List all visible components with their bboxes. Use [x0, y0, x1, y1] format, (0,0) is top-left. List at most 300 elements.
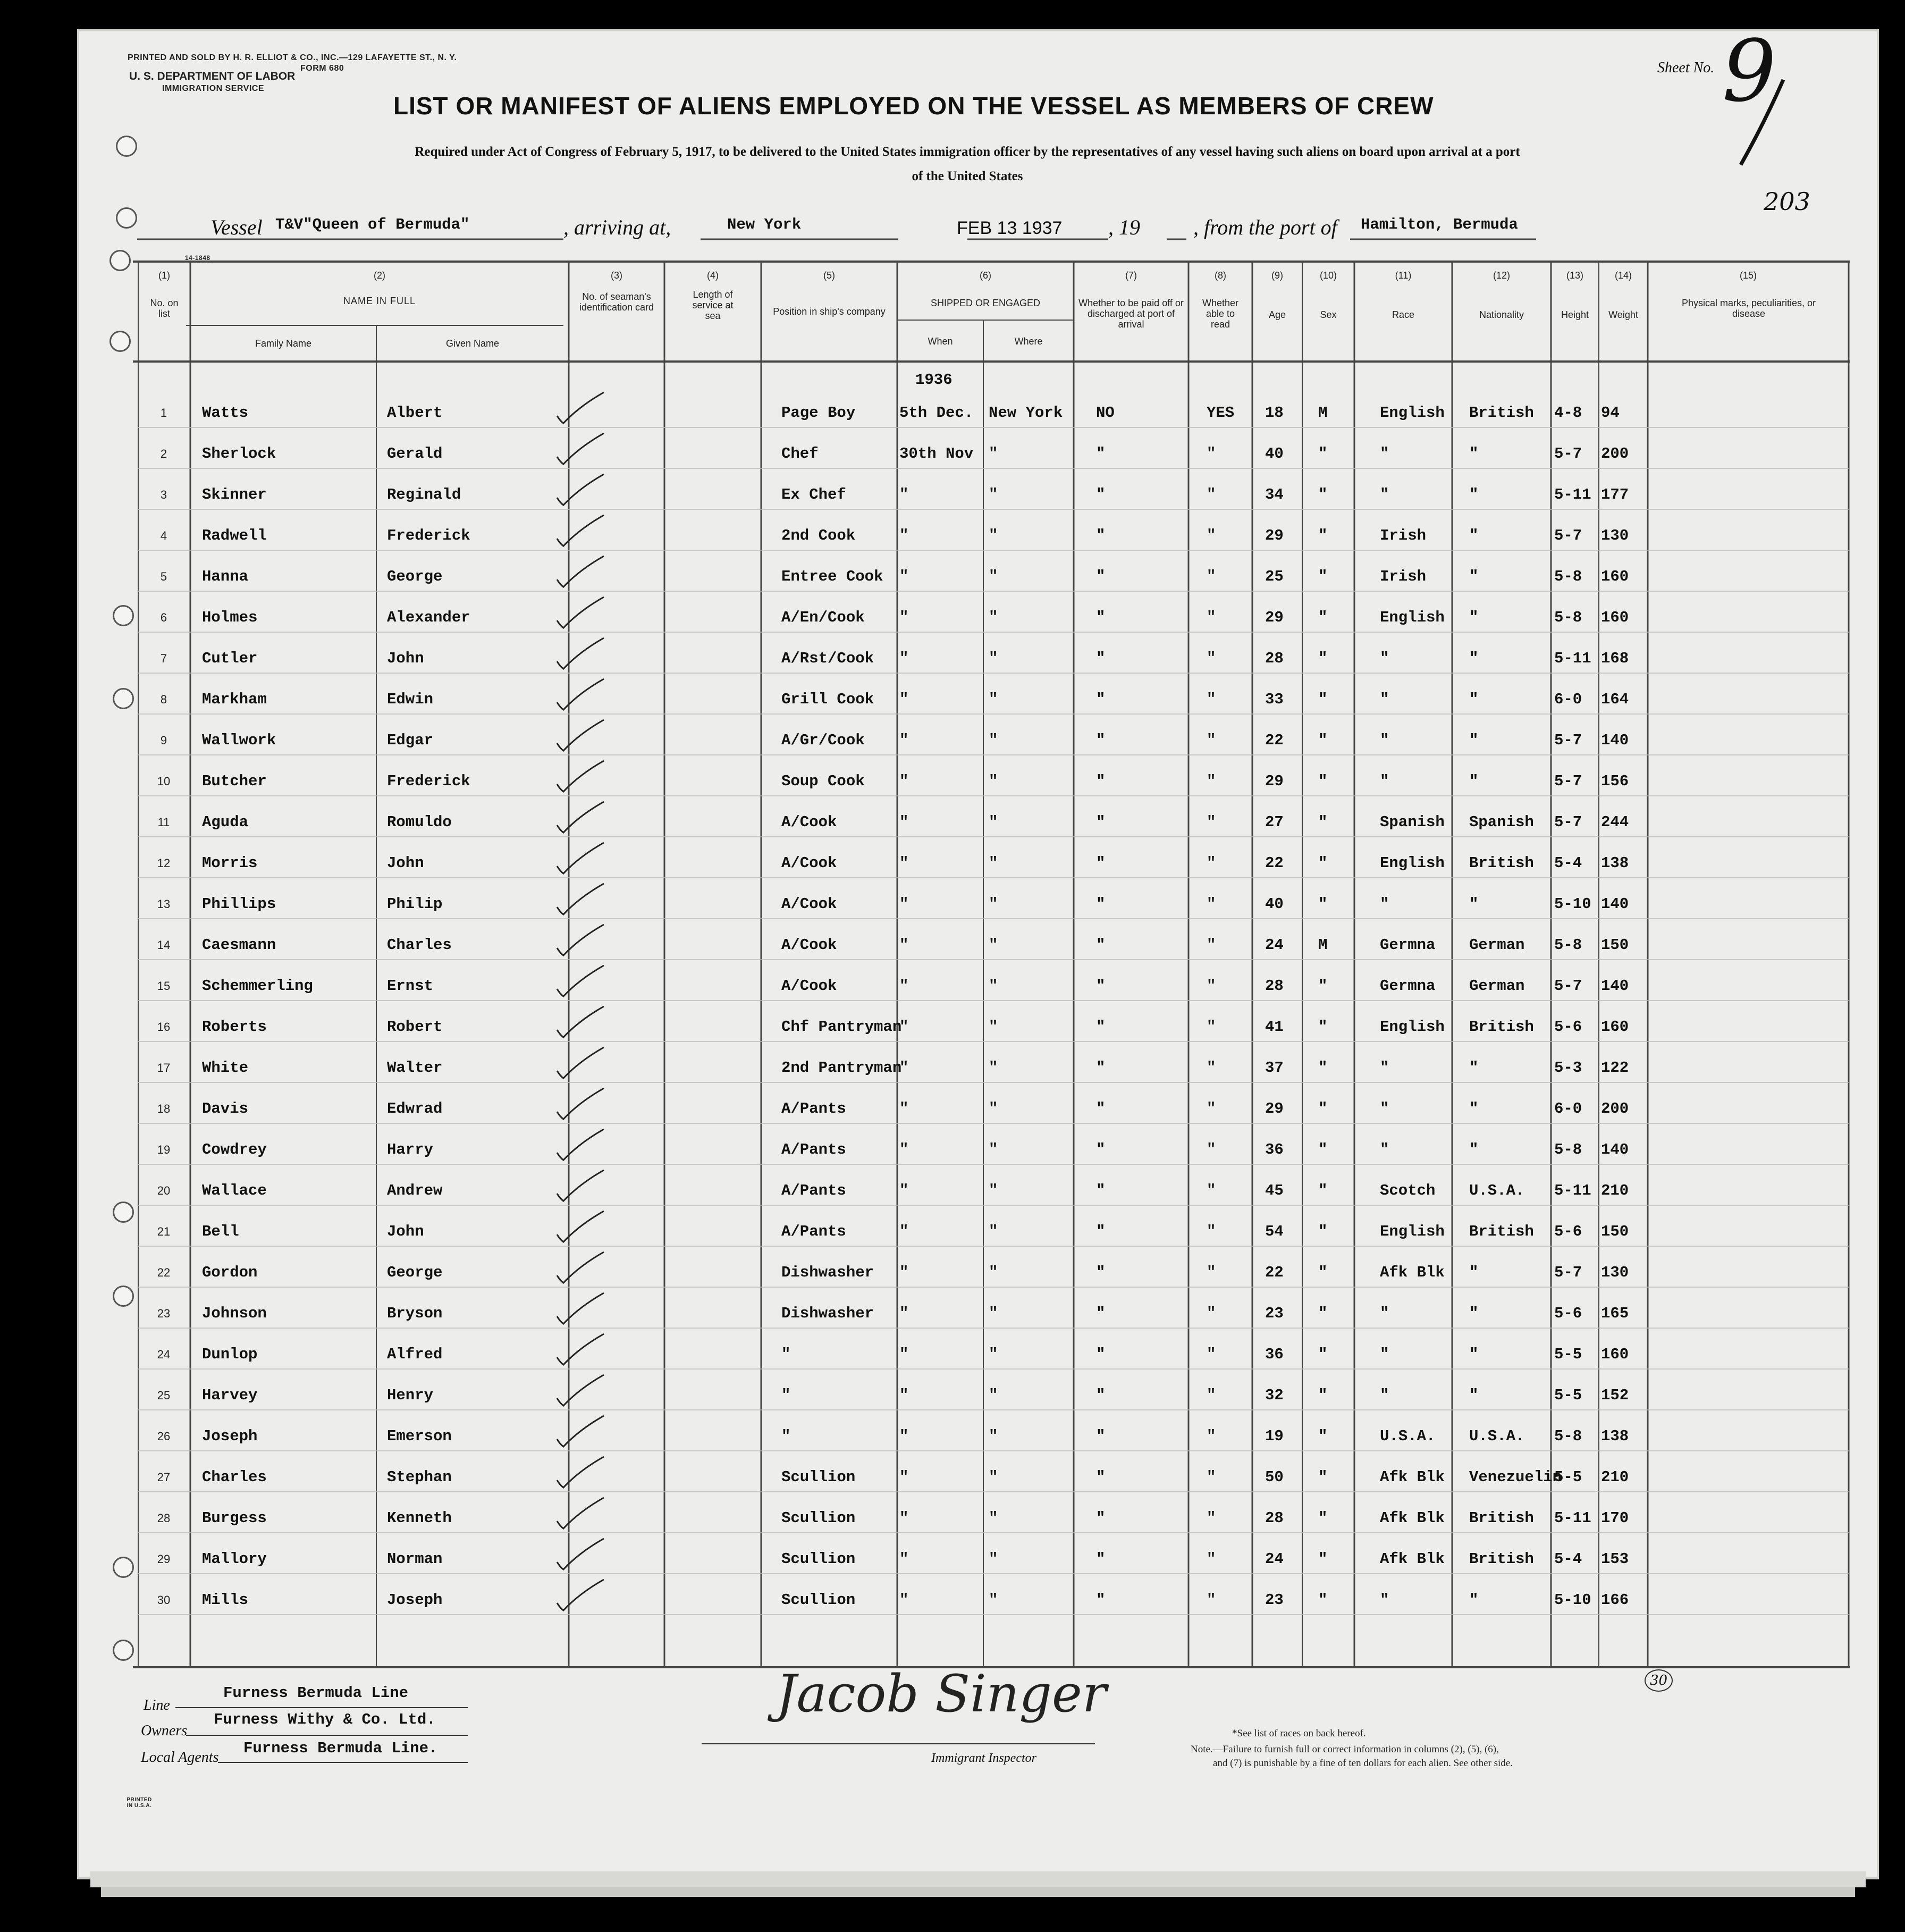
cell-when: ": [899, 1427, 909, 1445]
cell-height: 5-6: [1554, 1305, 1582, 1322]
cell-family: Davis: [202, 1100, 249, 1118]
vessel-label: Vessel: [210, 215, 263, 239]
cell-age: 28: [1265, 977, 1284, 995]
cell-race: English: [1380, 854, 1445, 872]
cell-read: ": [1207, 1591, 1216, 1609]
cell-paid: ": [1096, 1468, 1106, 1486]
cell-paid: ": [1096, 1346, 1106, 1363]
cell-given: Stephan: [387, 1468, 452, 1486]
col-7-number: (7): [1125, 270, 1137, 281]
cell-family: Schemmerling: [202, 977, 313, 995]
cell-given: Reginald: [387, 486, 461, 503]
cell-nationality: ": [1469, 1387, 1479, 1404]
cell-family: Wallace: [202, 1182, 267, 1199]
cell-paid: ": [1096, 1100, 1106, 1118]
cell-race: Germna: [1380, 977, 1436, 995]
cell-where: ": [989, 772, 998, 790]
cell-race: U.S.A.: [1380, 1427, 1436, 1445]
cell-paid: ": [1096, 1509, 1106, 1527]
row-number: 30: [157, 1593, 171, 1607]
cell-when: ": [899, 650, 909, 667]
cell-when: ": [899, 1141, 909, 1158]
col-4-number: (4): [707, 270, 719, 281]
cell-paid: ": [1096, 445, 1106, 463]
arrival-date-stamp: FEB 13 1937: [957, 218, 1063, 238]
cell-age: 45: [1265, 1182, 1284, 1199]
cell-height: 5-8: [1554, 1427, 1582, 1445]
cell-read: ": [1207, 1346, 1216, 1363]
cell-family: Dunlop: [202, 1346, 258, 1363]
cell-paid: ": [1096, 486, 1106, 503]
cell-weight: 150: [1601, 936, 1629, 954]
cell-sex: ": [1318, 1100, 1328, 1118]
cell-weight: 160: [1601, 568, 1629, 585]
cell-read: YES: [1207, 404, 1235, 422]
cell-weight: 200: [1601, 445, 1629, 463]
cell-nationality: ": [1469, 568, 1479, 585]
cell-paid: ": [1096, 568, 1106, 585]
col-6-header: SHIPPED OR ENGAGED: [930, 298, 1041, 308]
line-label: Line: [144, 1697, 170, 1713]
cell-given: Charles: [387, 936, 452, 954]
cell-weight: 122: [1601, 1059, 1629, 1077]
cell-position: ": [781, 1346, 791, 1363]
cell-position: A/Pants: [781, 1100, 846, 1118]
printer-imprint: PRINTED AND SOLD BY H. R. ELLIOT & CO., INC.—129 LAFAYETTE ST., N. Y.: [128, 53, 457, 62]
cell-weight: 168: [1601, 650, 1629, 667]
cell-race: Irish: [1380, 568, 1427, 585]
cell-paid: ": [1096, 1059, 1106, 1077]
cell-given: Robert: [387, 1018, 443, 1036]
cell-race: Afk Blk: [1380, 1550, 1445, 1568]
cell-read: ": [1207, 1223, 1216, 1240]
row-number: 13: [157, 897, 171, 911]
cell-given: Henry: [387, 1387, 434, 1404]
row-number: 10: [157, 775, 171, 788]
cell-age: 24: [1265, 1550, 1284, 1568]
cell-family: Sherlock: [202, 445, 276, 463]
cell-height: 5-7: [1554, 772, 1582, 790]
cell-paid: ": [1096, 691, 1106, 708]
cell-sex: ": [1318, 1182, 1328, 1199]
cell-position: A/Gr/Cook: [781, 732, 865, 749]
cell-read: ": [1207, 895, 1216, 913]
cell-read: ": [1207, 1059, 1216, 1077]
cell-family: Charles: [202, 1468, 267, 1486]
cell-read: ": [1207, 1550, 1216, 1568]
cell-sex: ": [1318, 732, 1328, 749]
cell-given: Albert: [387, 404, 443, 422]
row-number: 16: [157, 1020, 171, 1034]
row-number: 6: [160, 611, 167, 624]
cell-position: ": [781, 1427, 791, 1445]
cell-where: ": [989, 1387, 998, 1404]
cell-sex: ": [1318, 1223, 1328, 1240]
cell-race: Afk Blk: [1380, 1509, 1445, 1527]
row-number: 25: [157, 1389, 171, 1402]
cell-race: ": [1380, 1141, 1389, 1158]
cell-age: 19: [1265, 1427, 1284, 1445]
col-10-number: (10): [1319, 270, 1337, 281]
cell-age: 22: [1265, 854, 1284, 872]
printed-in-usa: PRINTED IN U.S.A.: [127, 1797, 152, 1809]
cell-height: 5-7: [1554, 732, 1582, 749]
cell-where: ": [989, 1550, 998, 1568]
cell-where: New York: [989, 404, 1063, 422]
cell-weight: 160: [1601, 1018, 1629, 1036]
cell-when: ": [899, 1509, 909, 1527]
cell-paid: ": [1096, 732, 1106, 749]
cell-age: 23: [1265, 1305, 1284, 1322]
cell-nationality: ": [1469, 486, 1479, 503]
col-5-number: (5): [823, 270, 835, 281]
cell-where: ": [989, 1141, 998, 1158]
cell-nationality: ": [1469, 1346, 1479, 1363]
races-note: *See list of races on back hereof.: [1232, 1728, 1366, 1739]
cell-position: Entree Cook: [781, 568, 883, 585]
cell-paid: ": [1096, 895, 1106, 913]
cell-weight: 166: [1601, 1591, 1629, 1609]
row-number: 22: [157, 1266, 171, 1279]
cell-given: John: [387, 650, 424, 667]
cell-family: Markham: [202, 691, 267, 708]
cell-position: Scullion: [781, 1550, 856, 1568]
col-8-header: Whether able to read: [1202, 298, 1239, 330]
row-number: 17: [157, 1061, 171, 1074]
col-1-header: No. on list: [150, 298, 179, 319]
cell-when: ": [899, 1018, 909, 1036]
cell-when: ": [899, 609, 909, 626]
cell-where: ": [989, 445, 998, 463]
cell-family: Holmes: [202, 609, 258, 626]
form-number: FORM 680: [300, 64, 344, 73]
cell-weight: 140: [1601, 732, 1629, 749]
cell-given: Bryson: [387, 1305, 443, 1322]
cell-paid: ": [1096, 1018, 1106, 1036]
cell-weight: 150: [1601, 1223, 1629, 1240]
cell-nationality: British: [1469, 1509, 1534, 1527]
cell-nationality: ": [1469, 1305, 1479, 1322]
col-13-number: (13): [1566, 270, 1583, 281]
cell-height: 5-6: [1554, 1018, 1582, 1036]
cell-race: ": [1380, 650, 1389, 667]
cell-weight: 138: [1601, 854, 1629, 872]
cell-race: ": [1380, 445, 1389, 463]
cell-sex: ": [1318, 609, 1328, 626]
penalty-note-1: Note.—Failure to furnish full or correct information in columns (2), (5), (6),: [1191, 1744, 1499, 1755]
cell-height: 5-10: [1554, 895, 1591, 913]
cell-paid: ": [1096, 527, 1106, 544]
cell-family: Burgess: [202, 1509, 267, 1527]
cell-family: Cutler: [202, 650, 258, 667]
cell-weight: 152: [1601, 1387, 1629, 1404]
cell-height: 5-5: [1554, 1346, 1582, 1363]
cell-age: 29: [1265, 1100, 1284, 1118]
row-number: 21: [157, 1225, 171, 1238]
cell-when: ": [899, 772, 909, 790]
cell-age: 25: [1265, 568, 1284, 585]
col-11-header: Race: [1392, 309, 1415, 320]
cell-race: Germna: [1380, 936, 1436, 954]
cell-age: 29: [1265, 772, 1284, 790]
row-number: 14: [157, 938, 171, 952]
cell-position: Dishwasher: [781, 1264, 874, 1281]
cell-when: ": [899, 1387, 909, 1404]
cell-when: 5th Dec.: [899, 404, 974, 422]
cell-nationality: ": [1469, 1141, 1479, 1158]
cell-weight: 244: [1601, 813, 1629, 831]
cell-nationality: British: [1469, 1550, 1534, 1568]
cell-where: ": [989, 1509, 998, 1527]
cell-age: 32: [1265, 1387, 1284, 1404]
cell-age: 40: [1265, 895, 1284, 913]
cell-where: ": [989, 813, 998, 831]
cell-when: ": [899, 1468, 909, 1486]
cell-family: Radwell: [202, 527, 267, 544]
col-5-header: Position in ship's company: [773, 306, 886, 317]
cell-given: Edgar: [387, 732, 434, 749]
row-number: 12: [157, 856, 171, 870]
col-3-number: (3): [611, 270, 622, 281]
cell-race: English: [1380, 1018, 1445, 1036]
owners-label: Owners: [141, 1723, 188, 1739]
cell-position: A/Cook: [781, 813, 837, 831]
cell-height: 5-8: [1554, 609, 1582, 626]
cell-weight: 140: [1601, 977, 1629, 995]
cell-when: 30th Nov: [899, 445, 974, 463]
cell-weight: 160: [1601, 1346, 1629, 1363]
cell-position: 2nd Cook: [781, 527, 856, 544]
row-number: 27: [157, 1471, 171, 1484]
cell-family: Joseph: [202, 1427, 258, 1445]
col-9-number: (9): [1271, 270, 1283, 281]
cell-weight: 210: [1601, 1468, 1629, 1486]
line-value: Furness Bermuda Line: [223, 1684, 409, 1702]
cell-paid: ": [1096, 1387, 1106, 1404]
row-number: 26: [157, 1430, 171, 1443]
row-number: 2: [160, 447, 167, 460]
col-6-when-header: When: [928, 336, 953, 347]
cell-paid: ": [1096, 813, 1106, 831]
cell-given: Andrew: [387, 1182, 443, 1199]
cell-where: ": [989, 1059, 998, 1077]
cell-read: ": [1207, 1509, 1216, 1527]
cell-where: ": [989, 1100, 998, 1118]
cell-position: Scullion: [781, 1591, 856, 1609]
owners-value: Furness Withy & Co. Ltd.: [214, 1711, 436, 1728]
cell-weight: 177: [1601, 486, 1629, 503]
cell-read: ": [1207, 936, 1216, 954]
cell-when: ": [899, 1223, 909, 1240]
cell-where: ": [989, 1591, 998, 1609]
cell-sex: ": [1318, 1387, 1328, 1404]
cell-sex: ": [1318, 568, 1328, 585]
cell-paid: ": [1096, 1264, 1106, 1281]
cell-given: Edwrad: [387, 1100, 443, 1118]
cell-race: ": [1380, 691, 1389, 708]
cell-age: 41: [1265, 1018, 1284, 1036]
col-2-given-header: Given Name: [445, 338, 500, 349]
cell-sex: ": [1318, 1059, 1328, 1077]
cell-height: 5-8: [1554, 568, 1582, 585]
cell-paid: ": [1096, 1305, 1106, 1322]
cell-family: Mallory: [202, 1550, 267, 1568]
row-number: 8: [160, 693, 167, 706]
inspector-label: Immigrant Inspector: [931, 1751, 1036, 1765]
cell-height: 5-8: [1554, 1141, 1582, 1158]
col-14-header: Weight: [1608, 309, 1638, 320]
cell-family: Mills: [202, 1591, 249, 1609]
cell-read: ": [1207, 813, 1216, 831]
cell-where: ": [989, 527, 998, 544]
cell-family: Watts: [202, 404, 249, 422]
cell-when: ": [899, 691, 909, 708]
cell-when: ": [899, 1059, 909, 1077]
cell-nationality: ": [1469, 650, 1479, 667]
penalty-note-2: and (7) is punishable by a fine of ten dollars for each alien. See other side.: [1213, 1758, 1513, 1769]
cell-given: Frederick: [387, 772, 470, 790]
cell-age: 50: [1265, 1468, 1284, 1486]
cell-family: Wallwork: [202, 732, 276, 749]
cell-paid: ": [1096, 1182, 1106, 1199]
cell-height: 5-3: [1554, 1059, 1582, 1077]
col-2-family-header: Family Name: [255, 338, 311, 349]
cell-nationality: ": [1469, 609, 1479, 626]
cell-read: ": [1207, 609, 1216, 626]
year-note: 1936: [915, 371, 953, 389]
cell-read: ": [1207, 1264, 1216, 1281]
col-1-number: (1): [158, 270, 170, 281]
cell-nationality: German: [1469, 977, 1525, 995]
cell-read: ": [1207, 854, 1216, 872]
cell-paid: ": [1096, 936, 1106, 954]
cell-height: 5-11: [1554, 650, 1591, 667]
cell-where: ": [989, 486, 998, 503]
cell-given: George: [387, 568, 443, 585]
cell-where: ": [989, 1182, 998, 1199]
col-2-number: (2): [374, 270, 385, 281]
cell-height: 6-0: [1554, 1100, 1582, 1118]
cell-where: ": [989, 732, 998, 749]
cell-height: 5-6: [1554, 1223, 1582, 1240]
cell-position: 2nd Pantryman: [781, 1059, 902, 1077]
cell-given: Ernst: [387, 977, 434, 995]
cell-paid: ": [1096, 609, 1106, 626]
cell-weight: 130: [1601, 1264, 1629, 1281]
cell-race: ": [1380, 1100, 1389, 1118]
cell-when: ": [899, 527, 909, 544]
cell-read: ": [1207, 691, 1216, 708]
cell-age: 36: [1265, 1346, 1284, 1363]
cell-nationality: British: [1469, 854, 1534, 872]
cell-where: ": [989, 1264, 998, 1281]
total-count: 30: [1645, 1669, 1673, 1692]
cell-age: 23: [1265, 1591, 1284, 1609]
cell-sex: ": [1318, 486, 1328, 503]
cell-weight: 153: [1601, 1550, 1629, 1568]
col-14-number: (14): [1614, 270, 1632, 281]
cell-sex: ": [1318, 1550, 1328, 1568]
row-number: 19: [157, 1143, 171, 1156]
cell-where: ": [989, 936, 998, 954]
row-number: 3: [160, 488, 167, 501]
cell-nationality: ": [1469, 1059, 1479, 1077]
cell-age: 54: [1265, 1223, 1284, 1240]
cell-where: ": [989, 1346, 998, 1363]
col-3-header: No. of seaman's identification card: [579, 291, 654, 313]
cell-nationality: ": [1469, 895, 1479, 913]
cell-position: A/Cook: [781, 895, 837, 913]
arrival-port: New York: [727, 216, 802, 233]
cell-race: Afk Blk: [1380, 1468, 1445, 1486]
cell-nationality: U.S.A.: [1469, 1427, 1525, 1445]
col-6-where-header: Where: [1014, 336, 1043, 347]
cell-nationality: ": [1469, 527, 1479, 544]
cell-race: ": [1380, 1591, 1389, 1609]
cell-paid: ": [1096, 772, 1106, 790]
arriving-label: , arriving at,: [563, 215, 671, 239]
cell-family: Phillips: [202, 895, 276, 913]
cell-position: Dishwasher: [781, 1305, 874, 1322]
cell-given: Gerald: [387, 445, 443, 463]
cell-given: Romuldo: [387, 813, 452, 831]
cell-sex: ": [1318, 977, 1328, 995]
cell-height: 6-0: [1554, 691, 1582, 708]
col-7-header: Whether to be paid off or discharged at port of arrival: [1078, 298, 1184, 330]
cell-read: ": [1207, 732, 1216, 749]
cell-height: 5-4: [1554, 854, 1582, 872]
cell-given: Edwin: [387, 691, 434, 708]
row-number: 29: [157, 1552, 171, 1566]
cell-where: ": [989, 650, 998, 667]
cell-where: ": [989, 854, 998, 872]
cell-sex: ": [1318, 895, 1328, 913]
cell-age: 36: [1265, 1141, 1284, 1158]
cell-when: ": [899, 1550, 909, 1568]
cell-read: ": [1207, 1305, 1216, 1322]
cell-given: John: [387, 854, 424, 872]
cell-given: John: [387, 1223, 424, 1240]
cell-position: Grill Cook: [781, 691, 874, 708]
cell-when: ": [899, 813, 909, 831]
cell-sex: ": [1318, 1346, 1328, 1363]
department: U. S. DEPARTMENT OF LABOR: [129, 70, 296, 82]
sheet-stamp: 203: [1764, 187, 1810, 216]
cell-race: ": [1380, 1346, 1389, 1363]
cell-race: ": [1380, 486, 1389, 503]
cell-nationality: ": [1469, 1264, 1479, 1281]
cell-where: ": [989, 1223, 998, 1240]
cell-age: 28: [1265, 650, 1284, 667]
cell-where: ": [989, 895, 998, 913]
cell-when: ": [899, 1100, 909, 1118]
cell-where: ": [989, 691, 998, 708]
cell-read: ": [1207, 1018, 1216, 1036]
col-12-header: Nationality: [1479, 309, 1524, 320]
cell-family: Butcher: [202, 772, 267, 790]
cell-given: Kenneth: [387, 1509, 452, 1527]
cell-race: English: [1380, 1223, 1445, 1240]
cell-where: ": [989, 1018, 998, 1036]
sheet-label: Sheet No.: [1657, 60, 1715, 76]
cell-age: 29: [1265, 527, 1284, 544]
cell-where: ": [989, 1305, 998, 1322]
cell-position: A/Cook: [781, 977, 837, 995]
cell-race: Afk Blk: [1380, 1264, 1445, 1281]
cell-race: Spanish: [1380, 813, 1445, 831]
service: IMMIGRATION SERVICE: [162, 84, 265, 93]
row-number: 23: [157, 1307, 171, 1320]
